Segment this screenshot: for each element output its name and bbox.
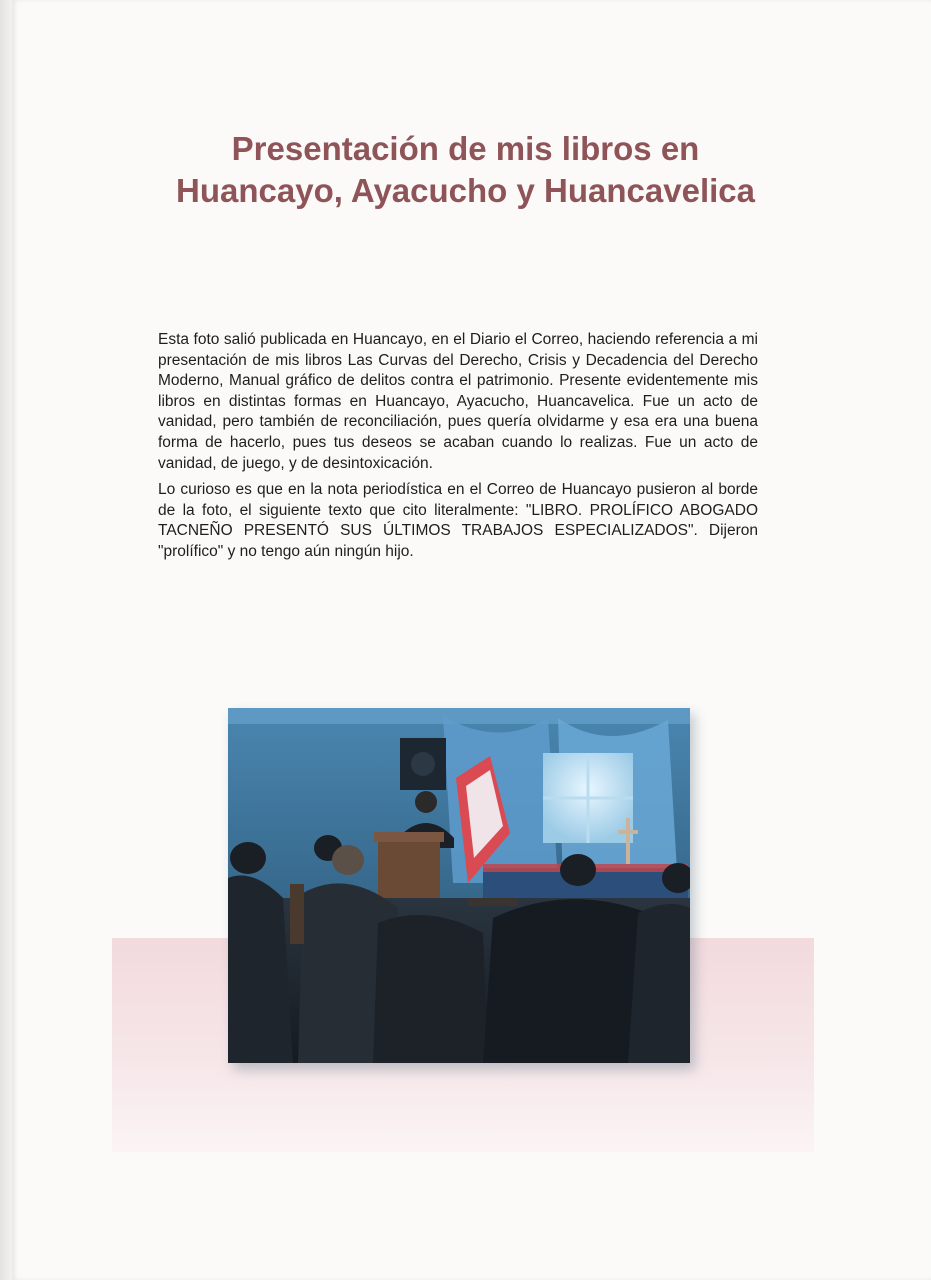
page-title	[0, 128, 931, 212]
paragraph-2: Lo curioso es que en la nota periodística en el Correo de Huancayo pusieron al borde de la foto, el siguiente texto que cito literalmente: "LIBRO. PROLÍFICO ABOGADO TACNEÑO PRESENTÓ SUS ÚLTIMOS TRABAJOS ESPECIALIZADOS". Dijeron "prolífico" y no tengo aún ningún hijo.	[158, 481, 758, 560]
body-text	[158, 330, 758, 569]
title-line-1: Presentación de mis libros en	[231, 130, 700, 167]
title-line-2: Huancayo, Ayacucho y Huancavelica	[176, 172, 755, 209]
paragraph-1: Esta foto salió publicada en Huancayo, en el Diario el Correo, haciendo referencia a mi presentación de mis libros Las Curvas del Derecho, Crisis y Decadencia del Derecho Moderno, Manual gráfico de delitos contra el patrimonio. Presente evidentemente mis libros en distintas formas en Huancayo, Ayacucho, Huancavelica. Fue un acto de vanidad, pero también de reconciliación, pues quería olvidarme y esa era una buena forma de hacerlo, pues tus deseos se acaban cuando lo realizas. Fue un acto de vanidad, de juego, y de desintoxicación.	[158, 331, 758, 472]
event-photo	[228, 708, 690, 1063]
